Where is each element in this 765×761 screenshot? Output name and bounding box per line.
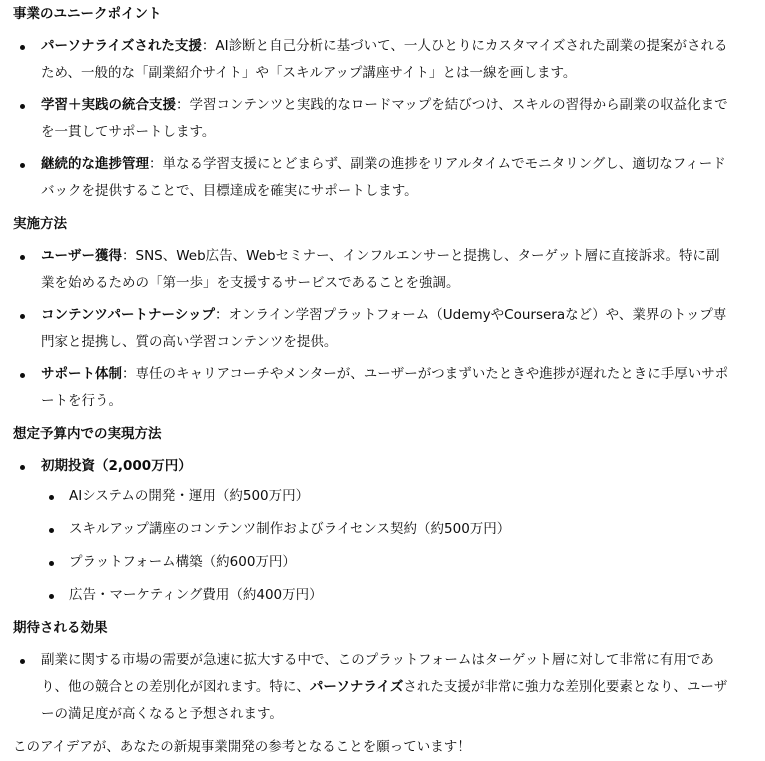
section-heading-unique: 事業のユニークポイント [13,6,162,22]
method-list [13,243,765,415]
initial-investment-label: 初期投資（2,000万円） [41,458,192,474]
item-text: ：オンライン学習プラットフォーム（UdemyやCourseraなど）や、業界のトップ専門家と提携し、質の高い学習コンテンツを提供。 [41,307,727,350]
list-item [13,302,731,356]
budget-sub-list [41,483,731,609]
item-bold-label: コンテンツパートナーシップ [41,307,216,323]
unique-list [13,33,765,205]
budget-sub-item: 広告・マーケティング費用（約400万円） [41,582,729,609]
item-bold-label: サポート体制 [41,366,122,382]
list-item [13,151,731,205]
effect-list [13,647,765,728]
item-text: ：専任のキャリアコーチやメンターが、ユーザーがつまずいたときや進捗が遅れたときに手厚いサポートを行う。 [41,366,729,409]
section-heading-method: 実施方法 [13,216,67,232]
list-item [13,453,731,609]
section-heading-effect: 期待される効果 [13,620,108,636]
item-text: ：単なる学習支援にとどまらず、副業の進捗をリアルタイムでモニタリングし、適切なフィードバックを提供することで、目標達成を確実にサポートします。 [41,156,726,199]
budget-sub-item: プラットフォーム構築（約600万円） [41,549,729,576]
item-bold-label: パーソナライズされた支援 [41,38,202,54]
effect-text-after: された支援が非常に強力な差別化要素となり、ユーザーの満足度が高くなると予想されます。 [41,679,728,722]
effect-text-before: 副業に関する市場の需要が急速に拡大する中で、このプラットフォームはターゲット層に対して非常に有用であり、他の競合との差別化が図れます。特に、 [41,652,714,695]
list-item [13,33,731,87]
budget-list [13,453,765,609]
item-bold-label: 学習＋実践の統合支援 [41,97,176,113]
closing-text: このアイデアが、あなたの新規事業開発の参考となることを願っています！ [13,739,471,755]
item-text: ：SNS、Web広告、Webセミナー、インフルエンサーと提携し、ターゲット層に直接訴求。特に副業を始めるための「第一歩」を支援するサービスであることを強調。 [41,248,720,291]
item-bold-label: ユーザー獲得 [41,248,122,264]
list-item [13,243,731,297]
section-heading-budget: 想定予算内での実現方法 [13,426,162,442]
list-item [13,647,731,728]
effect-bold: パーソナライズ [309,679,404,695]
budget-sub-item: スキルアップ講座のコンテンツ制作およびライセンス契約（約500万円） [41,516,729,543]
item-bold-label: 継続的な進捗管理 [41,156,149,172]
item-text: ：学習コンテンツと実践的なロードマップを結びつけ、スキルの習得から副業の収益化までを一貫してサポートします。 [41,97,728,140]
list-item [13,361,731,415]
list-item [13,92,731,146]
budget-sub-item: AIシステムの開発・運用（約500万円） [41,483,729,510]
item-text: ：AI診断と自己分析に基づいて、一人ひとりにカスタマイズされた副業の提案がされるため、一般的な「副業紹介サイト」や「スキルアップ講座サイト」とは一線を画します。 [41,38,728,81]
